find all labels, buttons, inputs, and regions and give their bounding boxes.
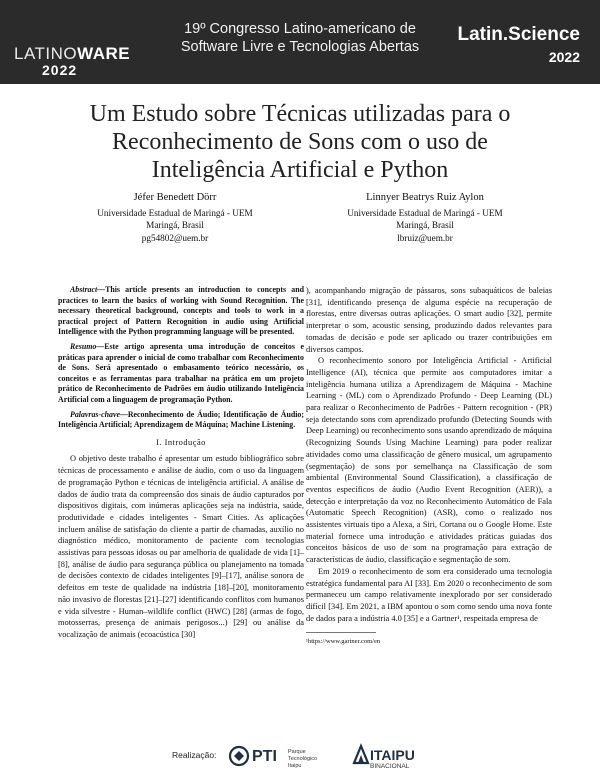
conference-banner (0, 0, 600, 84)
body-paragraph-3: Em 2019 o reconhecimento de som era considerado uma tecnologia estratégica fundamental para AI [33]. Em 2020 o reconhecimento de som permaneceu um campo relativamente inexplorado por ser considerado difícil [34]. Em 2021, a IBM apontou o som como sendo uma nova fonte de dados para a indústria 4.0 [35] e a Gartner¹, respeitada empresa de (306, 566, 552, 623)
author-1 (60, 192, 290, 244)
author-name: Linnyer Beatrys Ruiz Aylon (366, 192, 484, 203)
left-column (58, 285, 304, 641)
keywords-label: Palavras-chave— (70, 409, 128, 419)
itaipu-subtitle: BINACIONAL (370, 763, 410, 770)
resumo-text: Este artigo apresenta uma introdução de conceitos e práticas para aprender o inicial de como trabalhar com Reconhecimento de Sons. Será apresentado o embasamento teórico necessário, os conceitos e as ferramentas para trabalhar na prática em um projeto prático de Reconhecimento de Padrões em áudio utilizando Inteligência Artificial com a linguagem de programação Python. (58, 341, 304, 404)
body-paragraph-1: ), acompanhando migração de pássaros, sons subaquáticos de baleias [31], identificando presença de alguma espécie na recuperação de florestas, entre diversas outras aplicações. O smart audio [32], permite interpretar o som, acoustic sensing, produzindo dados relevantes para tomadas de decisão e pode ser aplicado ou trazer contribuições em diversos campos. (306, 286, 552, 354)
sponsor-footer (0, 738, 600, 776)
logo-year: 2022 (42, 62, 78, 78)
itaipu-logo (352, 743, 452, 773)
footer-label: Realização: (172, 750, 217, 760)
author-name: Jéfer Benedett Dörr (133, 192, 217, 203)
itaipu-emblem-icon (352, 743, 370, 765)
author-location: Maringá, Brasil (146, 220, 204, 230)
keywords (58, 410, 304, 431)
author-location: Maringá, Brasil (396, 220, 454, 230)
pti-logo (228, 744, 328, 770)
abstract-text: This article presents an introduction to concepts and practices to learn the basics of working with Sound Recognition. The necessary theoretical background, concepts and tools to work in a practical project of Pattern Recognition in audio using Artificial Intelligence with the Python programming language will be presented. (58, 285, 304, 337)
author-2 (310, 192, 540, 244)
author-affiliation: Universidade Estadual de Maringá - UEM (97, 207, 253, 218)
footnote: ¹https://www.gartner.com/en (306, 632, 376, 648)
congress-title (150, 20, 450, 56)
abstract (58, 285, 304, 338)
congress-line-2: Software Livre e Tecnologias Abertas (180, 39, 420, 55)
itaipu-name: ITAIPU (370, 747, 415, 763)
body-paragraph-2: O reconhecimento sonoro por Inteligência Artificial - Artificial Intelligence (AI), técnica que permite aos computadores imitar a inteligência humana utiliza a Aprendizagem de Máquina - Machine Learning - (ML) com o Aprendizado Profundo - Deep Learning (DL) para realizar o Reconhecimento de Padrões - Pattern recognition - (PR) seja detectando sons com aprendizado profundo (Detecting Sounds with Deep Learning) ou reconhecimento sons usando aprendizado de máquina (Recognizing Sounds Using Machine Learning) para poder realizar atividades como uma classificação de gênero musical, um agrupamento (segmentação) de sons por semelhança na Classificação de som ambiental (Environmental Sound Classification), a classificação de eventos específicos de áudio (Audio Event Recognition (AER)), a detecção e interpretação da voz no Reconhecimento Automático de Fala (Automatic Speech Recognition) (ASR), como o realizado nos assistentes virtuais tipo a Alexa, a Siri, Cortana ou o Google Home. Este material fornece uma introdução e atividades práticas guiadas dos conceitos básicos de uso de som na programação para extração de características de áudio, classificação e segmentação de som. (306, 356, 552, 565)
abstract-label: Abstract— (70, 285, 106, 294)
intro-paragraph: O objetivo deste trabalho é apresentar um estudo bibliográfico sobre técnicas de processamento e análise de áudio, com o uso da linguagem de programação Python e técnicas de inteligência artificial. A análise de dados de áudio trata da compreensão dos sinais de áudio capturados por dispositivos digitais, com inúmeras aplicações seja na indústria, saúde, produtividade e cidades inteligentes - Smart Cities. As aplicações incluem análise de satisfação do cliente a partir de chamadas, auxílio no diagnóstico médico, monitoramento de paciente com tecnologias assistivas para pessoas idosas ou par amelhoria de qualidade de vida [1]–[8], análise de áudio para segurança pública ou planejamento na tomada de decisões contexto de cidades inteligentes [9]–[17], análise sonora de defeitos em teste de qualidade na indústria [18]–[20], monitoramento não invasivo de florestas [21]–[27] identificando conflitos com humanos e vida silvestre - Human–wildlife conflict (HWC) [28] (armas de fogo, motosserras, presença de animais perigosos...) [29] ou análise da vocalização de animais (ecoacústica [30] (58, 454, 304, 639)
latin-science-name: Latin.Science (457, 24, 580, 45)
section-heading: I. Introdução (156, 437, 206, 447)
author-email: lbruiz@uem.br (397, 232, 453, 243)
author-email: pg54802@uem.br (141, 232, 209, 243)
logo-suffix: WARE (77, 44, 131, 63)
author-affiliation: Universidade Estadual de Maringá - UEM (347, 207, 503, 218)
latin-science-year: 2022 (548, 49, 580, 65)
pti-emblem-icon (228, 744, 250, 768)
latin-science-logo (458, 24, 581, 65)
congress-line-1: 19º Congresso Latino-americano de (184, 21, 416, 37)
right-column (306, 285, 552, 648)
logo-prefix: LATINO (14, 44, 78, 63)
keywords-text: Reconhecimento de Áudio; Identificação de Áudio; Inteligência Artificial; Aprendizagem de Máquina; Machine Listening. (58, 409, 304, 430)
resumo-label: Resumo— (70, 341, 105, 351)
paper-title: Um Estudo sobre Técnicas utilizadas para o Reconhecimento de Sons com o uso de Inteligência Artificial e Python (89, 101, 511, 183)
latinoware-logo (10, 36, 131, 80)
pti-subtitle: Parque Tecnológico Itaipu (288, 749, 318, 769)
resumo (58, 342, 304, 406)
pti-name: PTI (252, 748, 277, 765)
